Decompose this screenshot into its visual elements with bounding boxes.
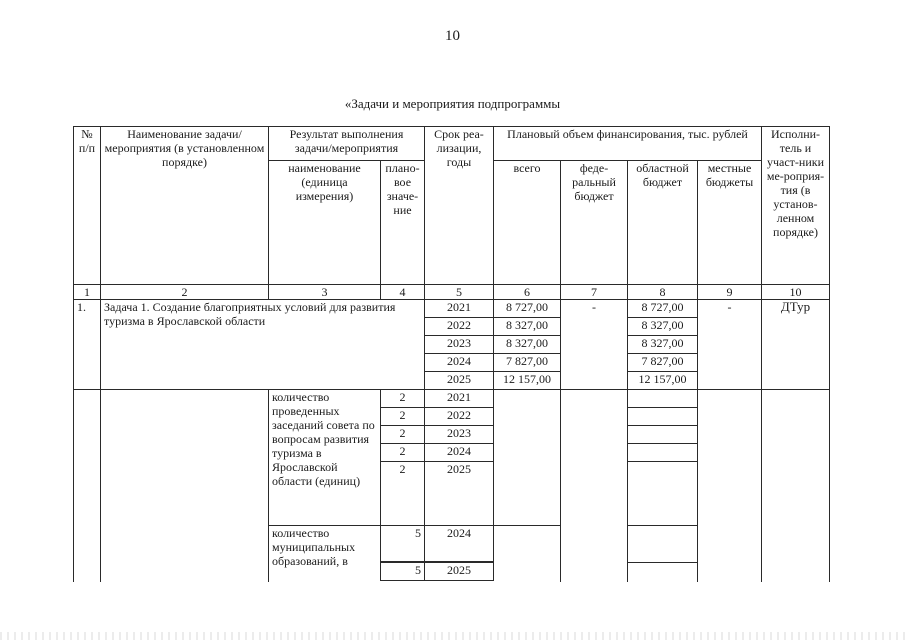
empty-cell	[628, 426, 698, 444]
tasks-table	[73, 126, 830, 581]
task-year: 2025	[425, 372, 494, 390]
task-year: 2021	[425, 300, 494, 318]
table-row	[74, 390, 830, 408]
header-result-group: Результат выполнения задачи/мероприятия	[269, 127, 425, 161]
header-regional: областной бюджет	[628, 161, 698, 285]
indicator-value: 2	[381, 408, 425, 426]
empty-cell	[628, 408, 698, 426]
task-total: 8 327,00	[494, 318, 561, 336]
header-result-name: наименование (единица измерения)	[269, 161, 381, 285]
empty-cell	[74, 390, 101, 582]
empty-cell	[628, 444, 698, 462]
column-numbers-row	[74, 285, 830, 300]
page-number: 10	[445, 28, 460, 44]
indicator-year: 2021	[425, 390, 494, 408]
task-year: 2023	[425, 336, 494, 354]
column-number: 9	[698, 285, 762, 300]
header-executor: Исполни-тель и участ-ники ме-роприя-тия (в установ-ленном порядке)	[762, 127, 830, 285]
header-term: Срок реа-лизации, годы	[425, 127, 494, 285]
indicator-name: количество проведенных заседаний совета по вопросам развития туризма в Ярославской области (единиц)	[269, 390, 381, 526]
indicator-year: 2022	[425, 408, 494, 426]
task-year: 2022	[425, 318, 494, 336]
document-title: «Задачи и мероприятия подпрограммы	[344, 96, 561, 111]
task-year: 2024	[425, 354, 494, 372]
header-finance-group: Плановый объем финансирования, тыс. рублей	[494, 127, 762, 161]
column-number: 3	[269, 285, 381, 300]
task-total: 8 727,00	[494, 300, 561, 318]
column-number: 2	[101, 285, 269, 300]
column-number: 10	[762, 285, 830, 300]
scan-edge-noise	[0, 632, 905, 640]
task-regional: 8 327,00	[628, 336, 698, 354]
task-regional: 7 827,00	[628, 354, 698, 372]
indicator-year: 2024	[425, 526, 494, 562]
task-total: 12 157,00	[494, 372, 561, 390]
task-local: -	[698, 300, 762, 390]
empty-cell	[494, 526, 561, 582]
indicator-value: 2	[381, 462, 425, 526]
task-executor: ДТур	[762, 300, 830, 390]
empty-cell	[762, 390, 830, 582]
indicator-value: 5	[381, 526, 425, 562]
empty-cell	[628, 462, 698, 526]
task-total: 8 327,00	[494, 336, 561, 354]
column-number: 7	[561, 285, 628, 300]
column-number: 1	[74, 285, 101, 300]
column-number: 4	[381, 285, 425, 300]
header-num: № п/п	[74, 127, 101, 285]
indicator-value: 2	[381, 426, 425, 444]
column-number: 5	[425, 285, 494, 300]
indicator-year: 2024	[425, 444, 494, 462]
indicator-year: 2025	[425, 462, 494, 526]
header-local: местные бюджеты	[698, 161, 762, 285]
header-federal: феде-ральный бюджет	[561, 161, 628, 285]
indicator-year: 2025	[425, 563, 494, 581]
empty-cell	[381, 581, 425, 582]
empty-cell	[561, 390, 628, 582]
indicator-value: 2	[381, 444, 425, 462]
task-name: Задача 1. Создание благоприятных условий для развития туризма в Ярославской области	[101, 300, 425, 390]
empty-cell	[494, 390, 561, 526]
column-number: 8	[628, 285, 698, 300]
header-result-value: плано-вое значе-ние	[381, 161, 425, 285]
header-task-name: Наименование задачи/мероприятия (в установленном порядке)	[101, 127, 269, 285]
empty-cell	[425, 581, 494, 582]
indicator-name: количество муниципальных образований, в	[269, 526, 381, 582]
indicator-year: 2023	[425, 426, 494, 444]
indicator-value: 2	[381, 390, 425, 408]
task-regional: 12 157,00	[628, 372, 698, 390]
table-row	[74, 300, 830, 318]
header-total: всего	[494, 161, 561, 285]
task-regional: 8 727,00	[628, 300, 698, 318]
task-number: 1.	[74, 300, 101, 390]
indicator-value: 5	[381, 563, 425, 581]
column-number: 6	[494, 285, 561, 300]
empty-cell	[101, 390, 269, 582]
task-regional: 8 327,00	[628, 318, 698, 336]
task-federal: -	[561, 300, 628, 390]
empty-cell	[628, 526, 698, 563]
empty-cell	[628, 390, 698, 408]
empty-cell	[698, 390, 762, 582]
task-total: 7 827,00	[494, 354, 561, 372]
empty-cell	[628, 563, 698, 582]
